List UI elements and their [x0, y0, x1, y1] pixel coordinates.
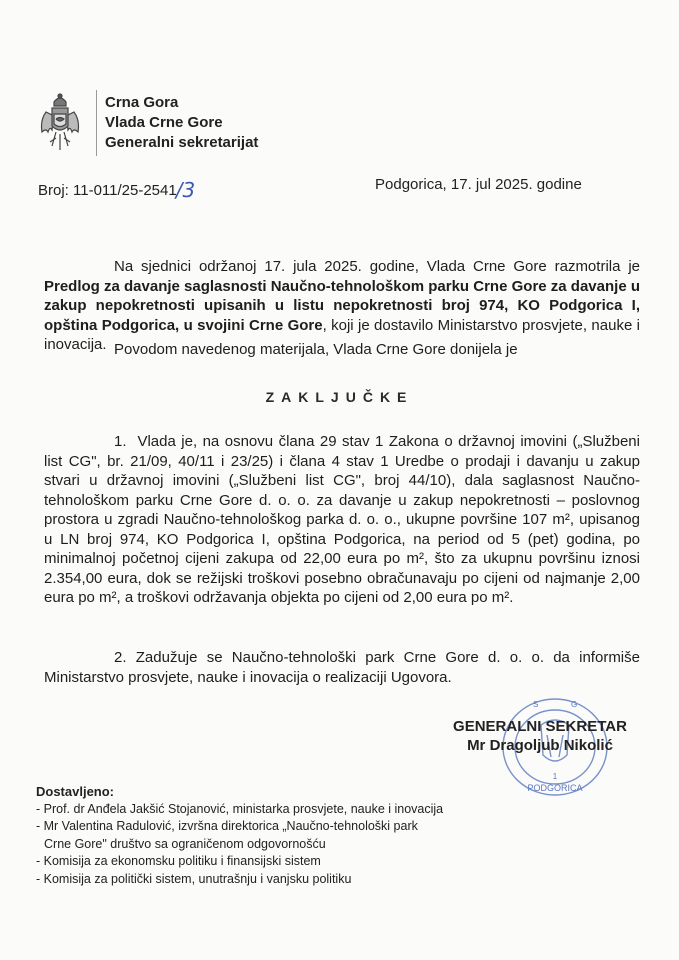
department-name: Generalni sekretarijat: [105, 134, 259, 151]
conclusion-item-2: [44, 648, 640, 687]
header-divider: [96, 90, 97, 156]
conclusions-heading: ZAKLJUČKE: [265, 389, 414, 405]
distribution-item: - Mr Valentina Radulović, izvršna direktorica „Naučno-tehnološki park: [36, 819, 418, 833]
reference-label: Broj: 11-011/25-2541: [38, 182, 177, 199]
government-name: Vlada Crne Gore: [105, 114, 223, 131]
svg-text:1: 1: [552, 772, 558, 781]
signature-block: [420, 717, 660, 755]
signatory-title: GENERALNI SEKRETAR: [453, 718, 627, 735]
proposal-title: Predlog za davanje saglasnosti Naučno-tehnološkom parku Crne Gore za davanje u zakup nepokretnosti upisanih u listu nepokretnosti broj 974, KO Podgorica I, opština Podgorica, u svojini Crne Gore: [44, 277, 640, 334]
conclusion-number: 1.: [114, 433, 127, 450]
document-date: Podgorica, 17. jul 2025. godine: [375, 176, 582, 193]
svg-text:G: G: [571, 700, 578, 709]
followup-paragraph: Povodom navedenog materijala, Vlada Crne Gore donijela je: [114, 341, 518, 358]
reference-number: [38, 176, 195, 200]
conclusion-text: Zadužuje se Naučno-tehnološki park Crne Gore d. o. o. da informiše Ministarstvo prosvjete, nauke i inovacija o realizaciji Ugovora.: [44, 649, 640, 686]
signatory-name: Mr Dragoljub Nikolić: [467, 737, 613, 754]
letterhead: [38, 90, 258, 156]
montenegro-coat-of-arms-icon: [38, 92, 82, 154]
conclusion-item-1: [44, 432, 640, 608]
svg-text:S: S: [533, 700, 539, 709]
distribution-item: - Komisija za politički sistem, unutrašnju i vanjsku politiku: [36, 871, 352, 886]
svg-text:PODGORICA: PODGORICA: [527, 783, 583, 793]
country-name: Crna Gora: [105, 94, 179, 111]
conclusion-text: Vlada je, na osnovu člana 29 stav 1 Zakona o državnoj imovini („Službeni list CG", br. 21/09, 40/11 i 23/25) i člana 4 stav 1 Uredbe o prodaji i davanju u zakup stvari u državnoj imovini („Službeni list CG", broj 44/10), dala saglasnost Naučno-tehnološkom parku Crne Gore d. o. o. za davanje u zakup nepokretnosti – poslovnog prostora u zgradi Naučno-tehnološkog parka d. o. o., ukupne površine 107 m², upisanog u LN broj 974, KO Podgorica I, opština Podgorica, na period od 5 (pet) godina, po minimalnoj početnoj cijeni zakupa od 22,00 eura po m², što za ukupnu površinu iznosi 2.354,00 eura, dok se režijski troškovi posebno obračunavaju po cijeni od najmanje 2,00 eura po m², a troškovi održavanja objekta po cijeni od 2,00 eura po m².: [44, 433, 640, 606]
distribution-list: [36, 783, 443, 888]
intro-paragraph: Na sjednici održanoj 17. jula 2025. godine, Vlada Crne Gore razmotrila je Predlog za davanje saglasnosti Naučno-tehnološkom parku Crne Gore za davanje u zakup nepokretnosti upisanih u listu nepokretnosti broj 974, KO Podgorica I, opština Podgorica, u svojini Crne Gore, koji je dostavilo Ministarstvo prosvjete, nauke i inovacija.: [44, 258, 640, 353]
conclusion-number: 2.: [114, 649, 127, 666]
distribution-item-continued: Crne Gore" društvo sa ograničenom odgovornošću: [44, 836, 326, 851]
distribution-item: - Prof. dr Anđela Jakšić Stojanović, ministarka prosvjete, nauke i inovacija: [36, 801, 444, 816]
distribution-item: - Komisija za ekonomsku politiku i finansijski sistem: [36, 854, 321, 868]
distribution-title: Dostavljeno:: [36, 784, 115, 799]
handwritten-suffix: /3: [175, 178, 196, 202]
